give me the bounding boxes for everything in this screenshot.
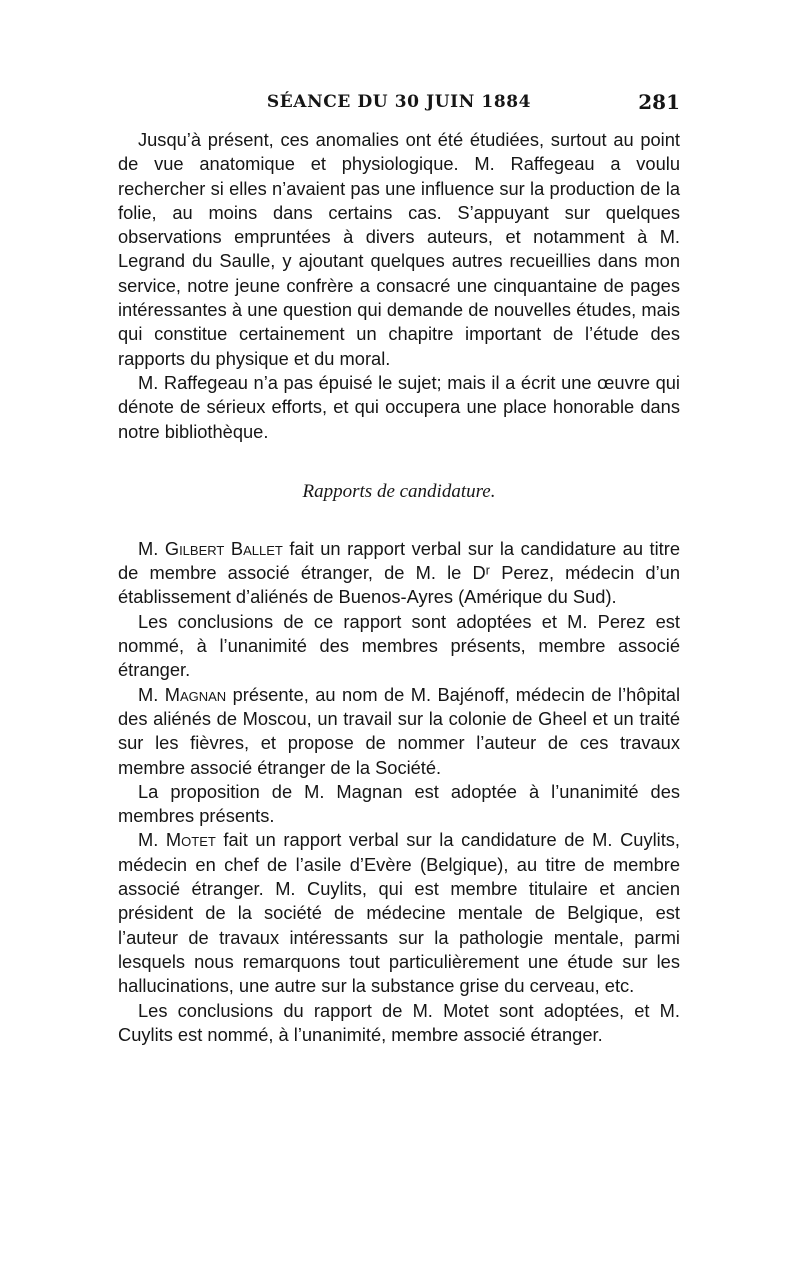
paragraph-ballet-report — [118, 537, 680, 610]
paragraph-text: fait un rapport verbal sur la candidature de M. Cuylits, médecin en chef de l’asile d’Evère (Belgique), au titre de membre associé étranger. M. Cuylits, qui est membre titulaire et ancien président de la société de médecine mentale de Belgique, est l’auteur de travaux intéressants sur la pathologie mentale, parmi lesquels nous remarquons tout particulièrement une étude sur les hallucinations, une autre sur la substance grise du cerveau, etc. — [118, 829, 681, 997]
paragraph-raffegeau-conclusion: M. Raffegeau n’a pas épuisé le sujet; mais il a écrit une œuvre qui dénote de sérieux efforts, et qui occupera une place honorable dans notre bibliothèque. — [118, 371, 680, 442]
speaker-prefix: M. — [138, 537, 165, 559]
paragraph-text: présente, au nom de M. Bajénoff, médecin de l’hôpital des aliénés de Moscou, un travail sur la colonie de Gheel et un traité sur les fièvres, et propose de nommer l’auteur de ces travaux membre associé étranger de la Société. — [118, 683, 680, 778]
page-number: 281 — [638, 90, 680, 114]
speaker-prefix: M. — [138, 829, 166, 851]
paragraph-cuylits-adoption: Les conclusions du rapport de M. Motet sont adoptées, et M. Cuylits est nommé, à l’unanimité, membre associé étranger. — [118, 999, 680, 1045]
paragraph-raffegeau-study: Jusqu’à présent, ces anomalies ont été étudiées, surtout au point de vue anatomique et physiologique. M. Raffegeau a voulu rechercher si elles n’avaient pas une influence sur la production de la folie, au moins dans certains cas. S’appuyant sur quelques observations empruntées à divers auteurs, et notamment à M. Legrand du Saulle, y ajoutant quelques autres recueillies dans mon service, notre jeune confrère a consacré une cinquantaine de pages intéressantes à une question qui demande de nouvelles études, mais qui constitue certainement un chapitre important de l’étude des rapports du physique et du moral. — [118, 129, 680, 369]
speaker-prefix: M. — [138, 683, 165, 705]
text-block — [118, 128, 680, 1047]
running-head — [118, 88, 680, 124]
section-title: Rapports de candidature. — [302, 480, 496, 502]
paragraph-motet-report — [118, 828, 680, 998]
paragraph-text: fait un rapport verbal sur la candidature au titre de membre associé étranger, de M. le Dʳ Perez, médecin d’un établissement d’aliénés de Buenos-Ayres (Amérique du Sud). — [118, 537, 680, 608]
speaker-name: Magnan — [164, 683, 227, 705]
paragraph-magnan-proposal — [118, 683, 680, 780]
running-title: SÉANCE DU 30 JUIN 1884 — [266, 92, 532, 112]
speaker-name: Gilbert Ballet — [164, 537, 283, 559]
paragraph-magnan-adoption: La proposition de M. Magnan est adoptée à l’unanimité des membres présents. — [118, 780, 680, 827]
speaker-name: Motet — [165, 829, 216, 851]
paragraph-perez-adoption: Les conclusions de ce rapport sont adoptées et M. Perez est nommé, à l’unanimité des membres présents, membre associé étranger. — [118, 610, 680, 681]
